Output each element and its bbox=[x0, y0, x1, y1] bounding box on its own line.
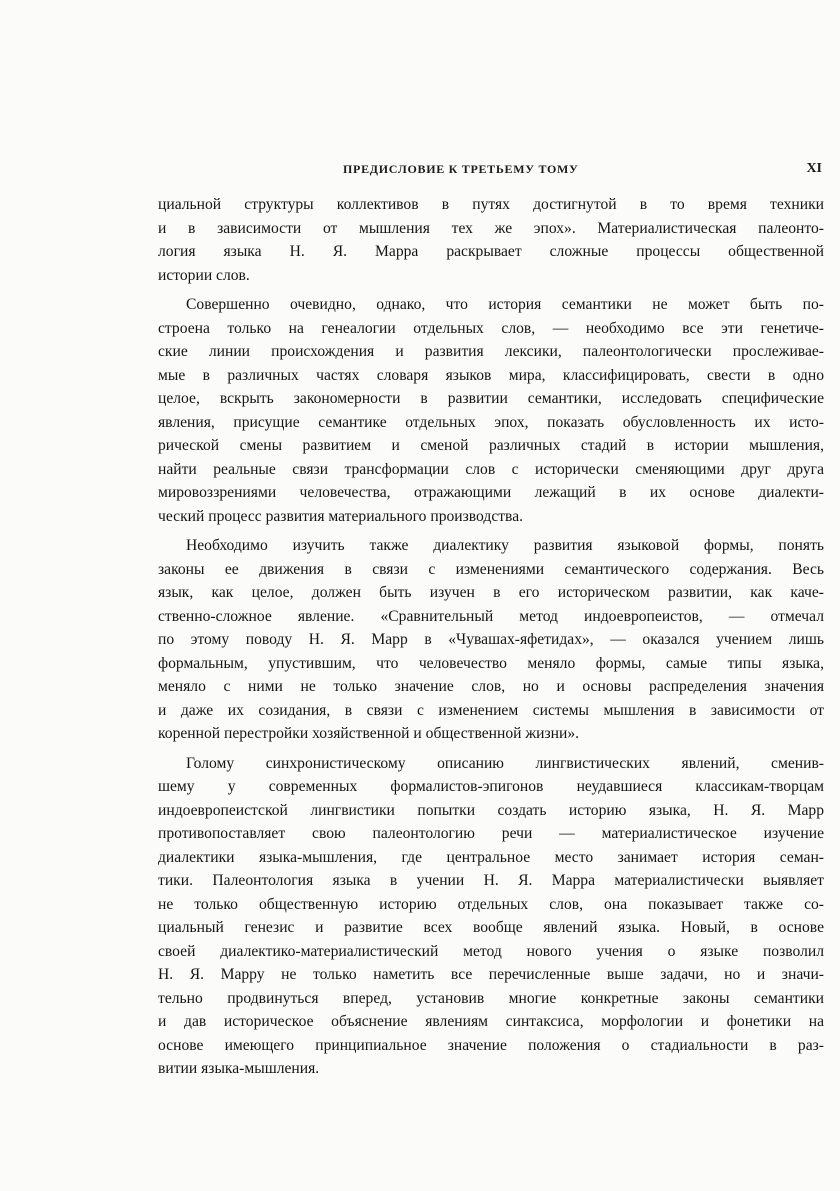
text-line: циальный генезис и развитие всех вообще явлений языка. Новый, в основе bbox=[158, 919, 824, 936]
text-line: целое, вскрыть закономерности в развитии семантики, исследовать специфические bbox=[158, 390, 824, 407]
text-line: истории слов. bbox=[158, 266, 250, 284]
text-line: индоевропеистской лингвистики попытки создать историю языка, Н. Я. Марр bbox=[158, 801, 824, 819]
text-line: меняло с ними не только значение слов, но и основы распределения значения bbox=[158, 678, 824, 695]
running-head bbox=[160, 162, 822, 182]
paragraph-3 bbox=[158, 534, 824, 746]
text-line: явления, присущие семантике отдельных эпох, показать обусловленность их исто- bbox=[158, 413, 824, 431]
text-line: основе имеющего принципиальное значение положения о стадиальности в раз- bbox=[158, 1036, 824, 1054]
text-line: и дав историческое объяснение явлениям синтаксиса, морфологии и фонетики на bbox=[158, 1013, 824, 1030]
text-line: Необходимо изучить также диалектику развития языковой формы, понять bbox=[186, 537, 824, 554]
text-line: не только общественную историю отдельных слов, она показывает также со- bbox=[158, 895, 824, 913]
text-line: витии языка-мышления. bbox=[158, 1060, 320, 1077]
paragraph-2 bbox=[158, 293, 824, 528]
text-line: коренной перестройки хозяйственной и общественной жизни». bbox=[158, 725, 580, 742]
text-line: и в зависимости от мышления тех же эпох». Материалистическая палеонто- bbox=[158, 219, 824, 237]
text-line: логия языка Н. Я. Марра раскрывает сложные процессы общественной bbox=[158, 243, 824, 260]
text-line: ческий процесс развития материального производства. bbox=[158, 507, 524, 525]
body-text bbox=[158, 193, 824, 1087]
text-line: диалектики языка-мышления, где центральное место занимает история семан- bbox=[158, 848, 824, 866]
text-line: язык, как целое, должен быть изучен в его историческом развитии, как каче- bbox=[158, 584, 824, 601]
page-number: XI bbox=[806, 161, 822, 176]
text-line: тельно продвинуться вперед, установив многие конкретные законы семантики bbox=[158, 989, 824, 1007]
text-line: найти реальные связи трансформации слов с исторически сменяющими друг друга bbox=[158, 460, 824, 478]
text-line: тики. Палеонтология языка в учении Н. Я. Марра материалистически выявляет bbox=[158, 872, 824, 889]
text-line: рической смены развитием и сменой различных стадий в истории мышления, bbox=[158, 437, 824, 454]
text-line: Голому синхронистическому описанию лингвистических явлений, сменив- bbox=[186, 754, 824, 772]
text-line: ские линии происхождения и развития лексики, палеонтологически прослеживае- bbox=[158, 343, 824, 360]
text-line: строена только на генеалогии отдельных слов, — необходимо все эти генетиче- bbox=[158, 319, 824, 337]
text-line: мировоззрениями человечества, отражающими лежащий в их основе диалекти- bbox=[158, 484, 824, 501]
text-line: Совершенно очевидно, однако, что история семантики не может быть по- bbox=[186, 296, 824, 313]
text-line: циальной структуры коллективов в путях достигнутой в то время техники bbox=[158, 196, 824, 213]
text-line: шему у современных формалистов-эпигонов неудавшиеся классикам-творцам bbox=[158, 778, 824, 795]
text-line: Н. Я. Марру не только наметить все перечисленные выше задачи, но и значи- bbox=[158, 966, 824, 983]
running-title: ПРЕДИСЛОВИЕ К ТРЕТЬЕМУ ТОМУ bbox=[343, 162, 579, 176]
text-line: формальным, упустившим, что человечество меняло формы, самые типы языка, bbox=[158, 654, 824, 672]
text-line: законы ее движения в связи с изменениями семантического содержания. Весь bbox=[158, 560, 824, 578]
text-line: по этому поводу Н. Я. Марр в «Чувашах-яфетидах», — оказался учением лишь bbox=[158, 631, 824, 648]
text-line: мые в различных частях словаря языков мира, классифицировать, свести в одно bbox=[158, 366, 824, 384]
paragraph-4 bbox=[158, 752, 824, 1081]
text-line: и даже их созидания, в связи с изменением системы мышления в зависимости от bbox=[158, 701, 824, 719]
text-line: своей диалектико-материалистический метод нового учения о языке позволил bbox=[158, 942, 824, 960]
paragraph-1 bbox=[158, 193, 824, 287]
text-line: ственно-сложное явление. «Сравнительный метод индоевропеистов, — отмечал bbox=[158, 607, 824, 625]
text-line: противопоставляет свою палеонтологию речи — материалистическое изучение bbox=[158, 825, 824, 842]
